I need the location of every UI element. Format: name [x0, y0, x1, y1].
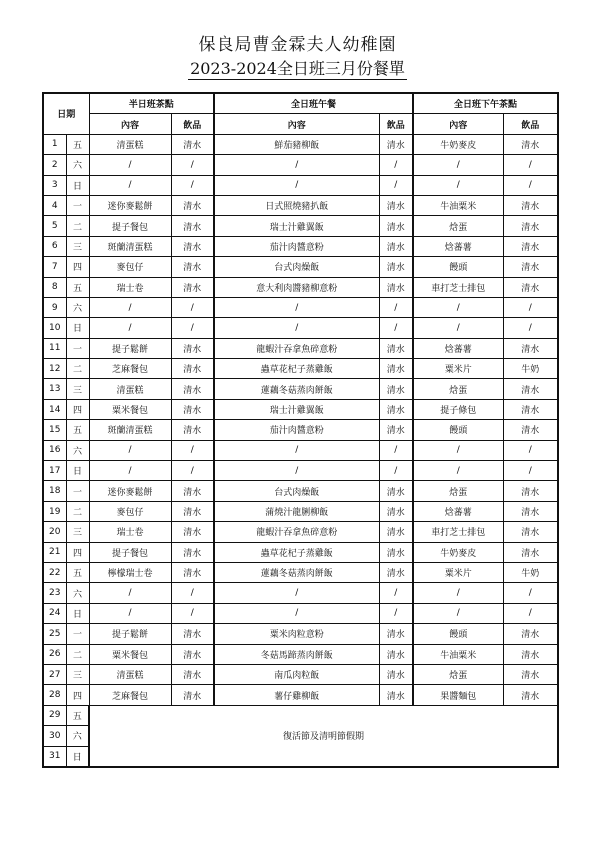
weekday: 六 [66, 440, 89, 460]
half-day-snack: / [89, 297, 171, 317]
lunch-drink: 清水 [379, 379, 413, 399]
day-number: 28 [43, 685, 66, 705]
lunch-drink: 清水 [379, 685, 413, 705]
menu-row [43, 175, 558, 195]
lunch-dish: / [214, 583, 379, 603]
menu-row [43, 583, 558, 603]
lunch-dish: / [214, 440, 379, 460]
menu-row [43, 195, 558, 215]
half-day-snack: / [89, 155, 171, 175]
weekday: 三 [66, 522, 89, 542]
afternoon-drink: 清水 [503, 624, 558, 644]
half-day-snack: 提子餐包 [89, 542, 171, 562]
day-number: 23 [43, 583, 66, 603]
lunch-drink: 清水 [379, 562, 413, 582]
content-header: 內容 [89, 114, 171, 134]
afternoon-snack: 牛油粟米 [413, 195, 503, 215]
lunch-drink: 清水 [379, 522, 413, 542]
day-number: 12 [43, 359, 66, 379]
afternoon-drink: 清水 [503, 420, 558, 440]
half-day-snack: 芝麻餐包 [89, 685, 171, 705]
menu-row [43, 481, 558, 501]
lunch-drink: 清水 [379, 216, 413, 236]
half-day-drink: 清水 [171, 134, 214, 154]
half-day-drink: 清水 [171, 685, 214, 705]
lunch-drink: / [379, 603, 413, 623]
lunch-drink: 清水 [379, 542, 413, 562]
day-number: 2 [43, 155, 66, 175]
half-day-drink: / [171, 440, 214, 460]
half-day-drink: 清水 [171, 664, 214, 684]
lunch-dish: 意大利肉醬豬柳意粉 [214, 277, 379, 297]
afternoon-drink: 清水 [503, 685, 558, 705]
day-number: 22 [43, 562, 66, 582]
lunch-drink: 清水 [379, 134, 413, 154]
lunch-dish: 日式照燒豬扒飯 [214, 195, 379, 215]
half-day-drink: 清水 [171, 195, 214, 215]
half-day-drink: / [171, 461, 214, 481]
weekday: 日 [66, 318, 89, 338]
lunch-drink: 清水 [379, 338, 413, 358]
drink-header: 飲品 [379, 114, 413, 134]
school-name: 保良局曹金霖夫人幼稚園 [198, 35, 397, 55]
half-day-snack: / [89, 583, 171, 603]
afternoon-drink: 清水 [503, 501, 558, 521]
full-day-lunch-header: 全日班午餐 [214, 93, 413, 114]
lunch-dish: 薯仔雞柳飯 [214, 685, 379, 705]
day-number: 1 [43, 134, 66, 154]
half-day-drink: / [171, 583, 214, 603]
weekday: 四 [66, 257, 89, 277]
weekday: 五 [66, 562, 89, 582]
lunch-dish: 台式肉燥飯 [214, 481, 379, 501]
afternoon-drink: 清水 [503, 195, 558, 215]
afternoon-snack: / [413, 297, 503, 317]
lunch-drink: 清水 [379, 644, 413, 664]
lunch-dish: 粟米肉粒意粉 [214, 624, 379, 644]
header-row-sub [43, 114, 558, 134]
day-number: 7 [43, 257, 66, 277]
menu-row [43, 236, 558, 256]
menu-row [43, 277, 558, 297]
half-day-snack-header: 半日班茶點 [89, 93, 214, 114]
holiday-notice: 復活節及清明節假期 [89, 705, 558, 767]
lunch-dish: / [214, 155, 379, 175]
afternoon-snack: / [413, 461, 503, 481]
afternoon-drink: 清水 [503, 481, 558, 501]
menu-row [43, 685, 558, 705]
lunch-dish: 鮮茄豬柳飯 [214, 134, 379, 154]
lunch-dish: 蟲草花杞子蒸雞飯 [214, 359, 379, 379]
afternoon-snack: 牛油粟米 [413, 644, 503, 664]
afternoon-snack-header: 全日班下午茶點 [413, 93, 558, 114]
half-day-drink: / [171, 318, 214, 338]
half-day-snack: 瑞士卷 [89, 522, 171, 542]
afternoon-snack: 提子條包 [413, 399, 503, 419]
lunch-dish: 茄汁肉醬意粉 [214, 236, 379, 256]
date-header: 日期 [43, 93, 89, 134]
afternoon-drink: / [503, 461, 558, 481]
afternoon-snack: 粟米片 [413, 562, 503, 582]
half-day-drink: 清水 [171, 236, 214, 256]
lunch-drink: 清水 [379, 420, 413, 440]
lunch-dish: 蟲草花杞子蒸雞飯 [214, 542, 379, 562]
weekday: 五 [66, 420, 89, 440]
half-day-drink: 清水 [171, 216, 214, 236]
half-day-drink: 清水 [171, 338, 214, 358]
weekday: 六 [66, 583, 89, 603]
weekday: 一 [66, 481, 89, 501]
weekday: 二 [66, 501, 89, 521]
day-number: 30 [43, 726, 66, 746]
half-day-drink: 清水 [171, 644, 214, 664]
half-day-snack: / [89, 461, 171, 481]
afternoon-snack: / [413, 603, 503, 623]
half-day-drink: 清水 [171, 501, 214, 521]
day-number: 19 [43, 501, 66, 521]
afternoon-snack: 焓蛋 [413, 216, 503, 236]
menu-row [43, 359, 558, 379]
menu-row [43, 297, 558, 317]
menu-body [43, 134, 558, 767]
day-number: 16 [43, 440, 66, 460]
half-day-snack: / [89, 440, 171, 460]
lunch-dish: / [214, 318, 379, 338]
afternoon-snack: 焓蛋 [413, 379, 503, 399]
weekday: 六 [66, 297, 89, 317]
afternoon-snack: / [413, 318, 503, 338]
lunch-dish: 蓮藕冬菇蒸肉餅飯 [214, 562, 379, 582]
menu-title [0, 56, 595, 79]
afternoon-drink: 清水 [503, 236, 558, 256]
half-day-snack: / [89, 603, 171, 623]
afternoon-drink: 清水 [503, 644, 558, 664]
lunch-drink: 清水 [379, 236, 413, 256]
afternoon-drink: 清水 [503, 216, 558, 236]
day-number: 24 [43, 603, 66, 623]
afternoon-snack: / [413, 440, 503, 460]
weekday: 一 [66, 338, 89, 358]
half-day-snack: 迷你麥鬆餅 [89, 481, 171, 501]
afternoon-snack: 車打芝士排包 [413, 522, 503, 542]
half-day-drink: 清水 [171, 420, 214, 440]
afternoon-snack: 饅頭 [413, 257, 503, 277]
afternoon-snack: / [413, 155, 503, 175]
half-day-drink: 清水 [171, 379, 214, 399]
lunch-dish: 南瓜肉粒飯 [214, 664, 379, 684]
lunch-dish: / [214, 461, 379, 481]
weekday: 五 [66, 134, 89, 154]
menu-row [43, 440, 558, 460]
menu-row [43, 644, 558, 664]
afternoon-snack: 牛奶麥皮 [413, 542, 503, 562]
half-day-drink: 清水 [171, 481, 214, 501]
half-day-snack: 迷你麥鬆餅 [89, 195, 171, 215]
menu-row [43, 603, 558, 623]
lunch-drink: 清水 [379, 359, 413, 379]
weekday: 三 [66, 236, 89, 256]
half-day-snack: 清蛋糕 [89, 134, 171, 154]
afternoon-drink: / [503, 318, 558, 338]
lunch-drink: / [379, 318, 413, 338]
day-number: 20 [43, 522, 66, 542]
menu-table [42, 92, 559, 768]
menu-row [43, 155, 558, 175]
afternoon-snack: 車打芝士排包 [413, 277, 503, 297]
afternoon-drink: 清水 [503, 338, 558, 358]
lunch-dish: 蓮藕冬菇蒸肉餅飯 [214, 379, 379, 399]
weekday: 一 [66, 624, 89, 644]
weekday: 五 [66, 277, 89, 297]
header-row-groups [43, 93, 558, 114]
day-number: 18 [43, 481, 66, 501]
half-day-drink: 清水 [171, 399, 214, 419]
weekday: 五 [66, 705, 89, 725]
half-day-snack: 提子鬆餅 [89, 338, 171, 358]
day-number: 6 [43, 236, 66, 256]
lunch-dish: 蒲燒汁龍脷柳飯 [214, 501, 379, 521]
half-day-drink: / [171, 297, 214, 317]
half-day-snack: 提子鬆餅 [89, 624, 171, 644]
lunch-dish: 瑞士汁雞翼飯 [214, 216, 379, 236]
lunch-dish: 冬菇馬蹄蒸肉餅飯 [214, 644, 379, 664]
day-number: 11 [43, 338, 66, 358]
menu-title-text: 2023-2024全日班三月份餐單 [190, 59, 405, 78]
half-day-drink: 清水 [171, 359, 214, 379]
menu-row [43, 257, 558, 277]
weekday: 日 [66, 603, 89, 623]
afternoon-snack: 焓蕃薯 [413, 236, 503, 256]
half-day-snack: 芝麻餐包 [89, 359, 171, 379]
lunch-drink: 清水 [379, 277, 413, 297]
lunch-drink: 清水 [379, 399, 413, 419]
half-day-snack: 麥包仔 [89, 501, 171, 521]
lunch-dish: 龍蝦汁吞拿魚碎意粉 [214, 522, 379, 542]
afternoon-drink: / [503, 440, 558, 460]
weekday: 日 [66, 461, 89, 481]
day-number: 26 [43, 644, 66, 664]
afternoon-drink: / [503, 155, 558, 175]
afternoon-snack: 焓蕃薯 [413, 338, 503, 358]
afternoon-snack: / [413, 583, 503, 603]
lunch-dish: / [214, 603, 379, 623]
weekday: 二 [66, 359, 89, 379]
afternoon-drink: / [503, 583, 558, 603]
half-day-drink: 清水 [171, 257, 214, 277]
day-number: 15 [43, 420, 66, 440]
lunch-drink: 清水 [379, 624, 413, 644]
half-day-snack: 斑蘭清蛋糕 [89, 420, 171, 440]
weekday: 日 [66, 175, 89, 195]
menu-row [43, 134, 558, 154]
half-day-snack: 麥包仔 [89, 257, 171, 277]
weekday: 日 [66, 746, 89, 767]
menu-row [43, 664, 558, 684]
lunch-drink: / [379, 461, 413, 481]
half-day-snack: 斑蘭清蛋糕 [89, 236, 171, 256]
afternoon-snack: / [413, 175, 503, 195]
menu-row [43, 461, 558, 481]
lunch-drink: 清水 [379, 257, 413, 277]
lunch-dish: / [214, 175, 379, 195]
day-number: 5 [43, 216, 66, 236]
day-number: 17 [43, 461, 66, 481]
afternoon-snack: 饅頭 [413, 624, 503, 644]
content-header: 內容 [413, 114, 503, 134]
day-number: 10 [43, 318, 66, 338]
menu-row [43, 522, 558, 542]
day-number: 4 [43, 195, 66, 215]
lunch-drink: 清水 [379, 481, 413, 501]
half-day-snack: 粟米餐包 [89, 644, 171, 664]
afternoon-snack: 焓蛋 [413, 481, 503, 501]
half-day-snack: / [89, 318, 171, 338]
half-day-drink: 清水 [171, 624, 214, 644]
day-number: 27 [43, 664, 66, 684]
menu-row [43, 379, 558, 399]
weekday: 六 [66, 726, 89, 746]
half-day-snack: 檸檬瑞士卷 [89, 562, 171, 582]
afternoon-drink: 清水 [503, 277, 558, 297]
afternoon-snack: 焓蕃薯 [413, 501, 503, 521]
day-number: 13 [43, 379, 66, 399]
menu-row [43, 624, 558, 644]
menu-row [43, 501, 558, 521]
menu-row [43, 399, 558, 419]
menu-row [43, 420, 558, 440]
lunch-drink: / [379, 155, 413, 175]
menu-row [43, 542, 558, 562]
afternoon-snack: 焓蛋 [413, 664, 503, 684]
lunch-drink: 清水 [379, 195, 413, 215]
day-number: 25 [43, 624, 66, 644]
afternoon-drink: 清水 [503, 664, 558, 684]
weekday: 四 [66, 399, 89, 419]
half-day-snack: 提子餐包 [89, 216, 171, 236]
lunch-drink: 清水 [379, 501, 413, 521]
lunch-drink: / [379, 583, 413, 603]
drink-header: 飲品 [171, 114, 214, 134]
half-day-drink: 清水 [171, 522, 214, 542]
lunch-drink: / [379, 297, 413, 317]
afternoon-drink: 清水 [503, 522, 558, 542]
weekday: 三 [66, 379, 89, 399]
weekday: 二 [66, 216, 89, 236]
half-day-drink: 清水 [171, 542, 214, 562]
afternoon-snack: 牛奶麥皮 [413, 134, 503, 154]
afternoon-drink: 清水 [503, 379, 558, 399]
lunch-dish: 瑞士汁雞翼飯 [214, 399, 379, 419]
afternoon-drink: 清水 [503, 399, 558, 419]
content-header: 內容 [214, 114, 379, 134]
lunch-dish: 茄汁肉醬意粉 [214, 420, 379, 440]
weekday: 四 [66, 685, 89, 705]
lunch-drink: / [379, 440, 413, 460]
half-day-drink: / [171, 175, 214, 195]
day-number: 9 [43, 297, 66, 317]
day-number: 21 [43, 542, 66, 562]
afternoon-snack: 粟米片 [413, 359, 503, 379]
afternoon-drink: / [503, 297, 558, 317]
half-day-snack: / [89, 175, 171, 195]
lunch-drink: / [379, 175, 413, 195]
half-day-snack: 清蛋糕 [89, 379, 171, 399]
half-day-snack: 粟米餐包 [89, 399, 171, 419]
weekday: 三 [66, 664, 89, 684]
half-day-drink: / [171, 155, 214, 175]
afternoon-snack: 果醬麵包 [413, 685, 503, 705]
drink-header: 飲品 [503, 114, 558, 134]
lunch-dish: 龍蝦汁吞拿魚碎意粉 [214, 338, 379, 358]
afternoon-snack: 饅頭 [413, 420, 503, 440]
day-number: 3 [43, 175, 66, 195]
afternoon-drink: 清水 [503, 542, 558, 562]
half-day-drink: / [171, 603, 214, 623]
day-number: 14 [43, 399, 66, 419]
afternoon-drink: 清水 [503, 134, 558, 154]
weekday: 一 [66, 195, 89, 215]
afternoon-drink: / [503, 603, 558, 623]
menu-row [43, 338, 558, 358]
menu-row [43, 562, 558, 582]
menu-row [43, 216, 558, 236]
weekday: 四 [66, 542, 89, 562]
afternoon-drink: 牛奶 [503, 562, 558, 582]
day-number: 8 [43, 277, 66, 297]
half-day-snack: 瑞士卷 [89, 277, 171, 297]
menu-row [43, 318, 558, 338]
half-day-drink: 清水 [171, 562, 214, 582]
weekday: 二 [66, 644, 89, 664]
half-day-drink: 清水 [171, 277, 214, 297]
lunch-drink: 清水 [379, 664, 413, 684]
lunch-dish: 台式肉燥飯 [214, 257, 379, 277]
weekday: 六 [66, 155, 89, 175]
afternoon-drink: 牛奶 [503, 359, 558, 379]
afternoon-drink: 清水 [503, 257, 558, 277]
day-number: 29 [43, 705, 66, 725]
holiday-row [43, 705, 558, 725]
lunch-dish: / [214, 297, 379, 317]
afternoon-drink: / [503, 175, 558, 195]
half-day-snack: 清蛋糕 [89, 664, 171, 684]
day-number: 31 [43, 746, 66, 767]
